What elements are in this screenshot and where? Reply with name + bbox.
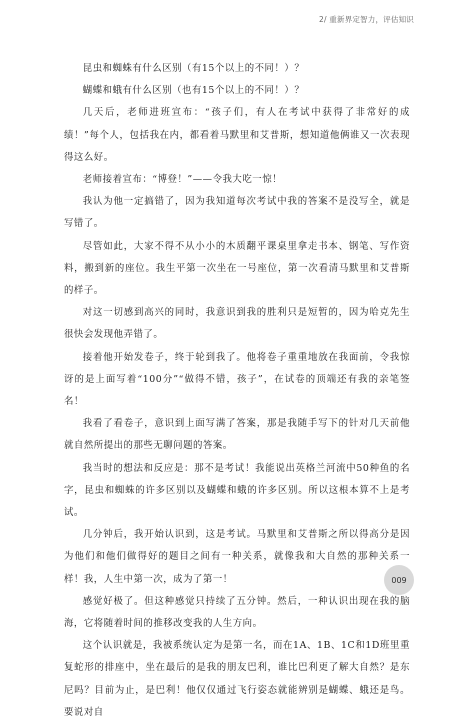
paragraph: 我当时的想法和反应是：那不是考试！我能说出英格兰河流中50种鱼的名字，昆虫和蜘蛛的许多区别以及蝴蝶和蛾的许多区别。所以这根本算不上是考试。 <box>64 462 410 519</box>
paragraph: 我认为他一定搞错了，因为我知道每次考试中我的答案不是没写全，就是写错了。 <box>64 196 410 230</box>
paragraph: 对这一切感到高兴的同时，我意识到我的胜利只是短暂的，因为哈克先生很快会发现他弄错了。 <box>64 307 410 341</box>
paragraph: 接着他开始发卷子，终于轮到我了。他将卷子重重地放在我面前，令我惊讶的是上面写着“100分”“做得不错，孩子”，在试卷的顶端还有我的亲笔签名！ <box>64 351 410 408</box>
paragraph: 这个认识就是，我被系统认定为是第一名，而在1A、1B、1C和1D班里重复蛇形的排座中，坐在最后的是我的朋友巴利，谁比巴利更了解大自然？是东尼吗？目前为止，是巴利！他仅仅通过飞行姿态就能辨别是蝴蝶、蛾还是鸟。要说对自 <box>64 640 410 718</box>
paragraph: 几天后，老师进班宣布：“孩子们，有人在考试中获得了非常好的成绩！”每个人，包括我在内，都看着马默里和艾普斯，想知道他俩谁又一次表现得这么好。 <box>64 107 410 163</box>
page-number: 009 <box>391 575 407 585</box>
body-text <box>64 58 410 724</box>
paragraph: 蝴蝶和蛾有什么区别（也有15个以上的不同！）？ <box>82 85 305 97</box>
paragraph: 我看了看卷子，意识到上面写满了答案，那是我随手写下的针对几天前他就自然所提出的那些无聊问题的答案。 <box>64 418 410 452</box>
running-header: 2/ 重新界定智力，评估知识 <box>319 15 414 24</box>
paragraph: 几分钟后，我开始认识到，这是考试。马默里和艾普斯之所以得高分是因为他们和他们做得好的题目之间有一种关系，就像我和大自然的那种关系一样！我，人生中第一次，成为了第一！ <box>64 529 410 585</box>
paragraph: 尽管如此，大家不得不从小小的木质翻平课桌里拿走书本、钢笔、写作资料，搬到新的座位。我生平第一次坐在一号座位，第一次看清马默里和艾普斯的样子。 <box>64 240 410 297</box>
paragraph: 感觉好极了。但这种感觉只持续了五分钟。然后，一种认识出现在我的脑海，它将随着时间的推移改变我的人生方向。 <box>64 595 410 630</box>
page-number-badge <box>384 565 414 595</box>
paragraph: 老师接着宣布：“博登！”——令我大吃一惊！ <box>82 174 283 186</box>
paragraph: 昆虫和蜘蛛有什么区别（有15个以上的不同！）？ <box>82 63 305 74</box>
